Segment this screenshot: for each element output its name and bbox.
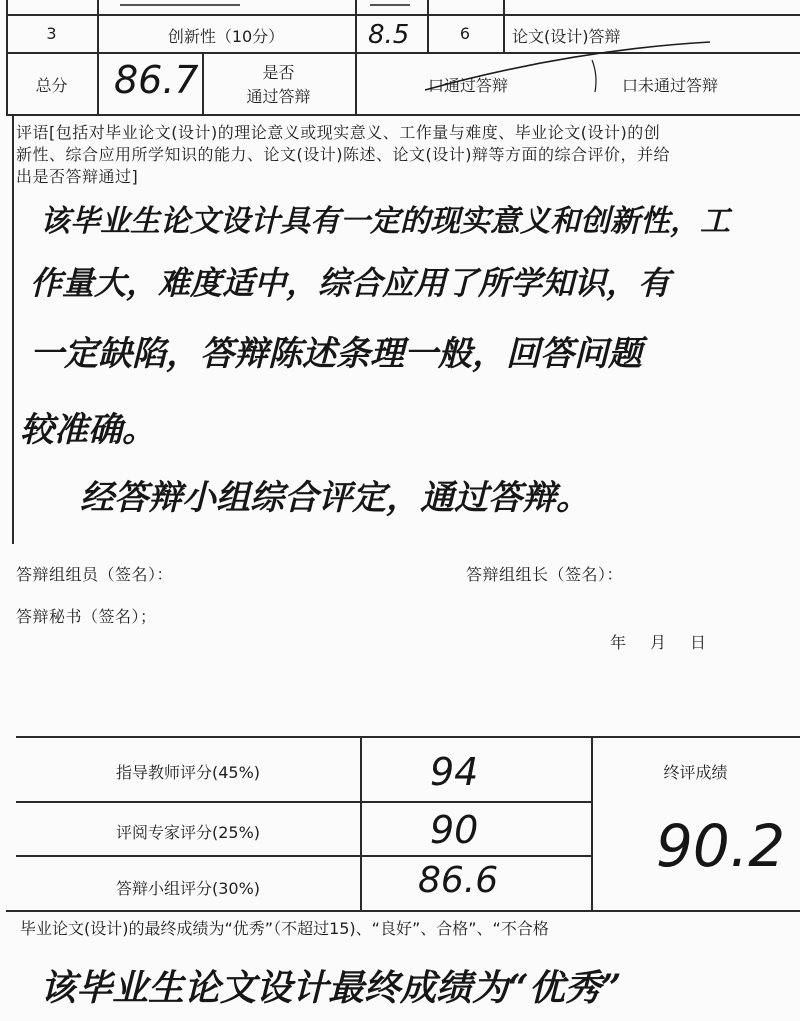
panel-score-label: 答辩小组评分(30%)	[115, 879, 261, 898]
comment-instruction-line1: 评语[包括对毕业论文(设计)的理论意义或现实意义、工作量与难度、毕业论文(设计)的创	[16, 123, 661, 142]
final-score-label: 终评成绩	[663, 763, 728, 782]
panel-score-value: 86.6	[418, 860, 499, 901]
comment-handwritten-line3: 一定缺陷，答辩陈述条理一般，回答问题	[30, 334, 642, 374]
comment-handwritten-line5: 经答辩小组综合评定，通过答辩。	[80, 478, 590, 518]
row-next-number: 6	[459, 24, 471, 43]
reviewer-score-label: 评阅专家评分(25%)	[115, 823, 261, 842]
row-item-number: 3	[46, 24, 57, 43]
total-score-label: 总分	[35, 76, 68, 95]
reviewer-score-value: 90	[430, 808, 479, 852]
date-label: 年 月 日	[610, 633, 711, 652]
comment-handwritten-line4: 较准确。	[20, 410, 156, 450]
option-fail-checkbox: 口未通过答辩	[622, 76, 719, 95]
total-score-value: 86.7	[114, 58, 199, 102]
comment-instruction-line2: 新性、综合应用所学知识的能力、论文(设计)陈述、论文(设计)辩等方面的综合评价，并给	[16, 145, 670, 164]
pen-stroke-mark	[420, 30, 720, 100]
option-pass-checkbox: 口通过答辩	[428, 76, 509, 95]
final-grade-note: 毕业论文(设计)的最终成绩为“优秀”（不超过15)、“良好”、合格”、“不合格	[20, 919, 549, 938]
advisor-score-value: 94	[430, 750, 479, 794]
panel-members-signature-label: 答辩组组员（签名）：	[16, 565, 174, 584]
row-item-score: 8.5	[368, 20, 410, 50]
pass-question-line1: 是否	[262, 63, 295, 82]
comment-handwritten-line2: 作量大，难度适中，综合应用了所学知识，有	[30, 264, 671, 302]
secretary-signature-label: 答辩秘书（签名）；	[16, 607, 157, 626]
comment-instruction-line3: 出是否答辩通过]	[16, 167, 139, 186]
row-next-label: 论文(设计)答辩	[512, 27, 621, 46]
advisor-score-label: 指导教师评分(45%)	[115, 763, 261, 782]
final-grade-handwritten: 该毕业生论文设计最终成绩为“优秀”	[40, 967, 622, 1009]
row-item-label: 创新性（10分）	[167, 27, 285, 46]
comment-handwritten-line1: 该毕业生论文设计具有一定的现实意义和创新性，工	[40, 204, 730, 239]
pass-question-line2: 通过答辩	[246, 87, 311, 106]
final-score-value: 90.2	[656, 812, 786, 880]
panel-leader-signature-label: 答辩组组长（签名）：	[466, 565, 624, 584]
